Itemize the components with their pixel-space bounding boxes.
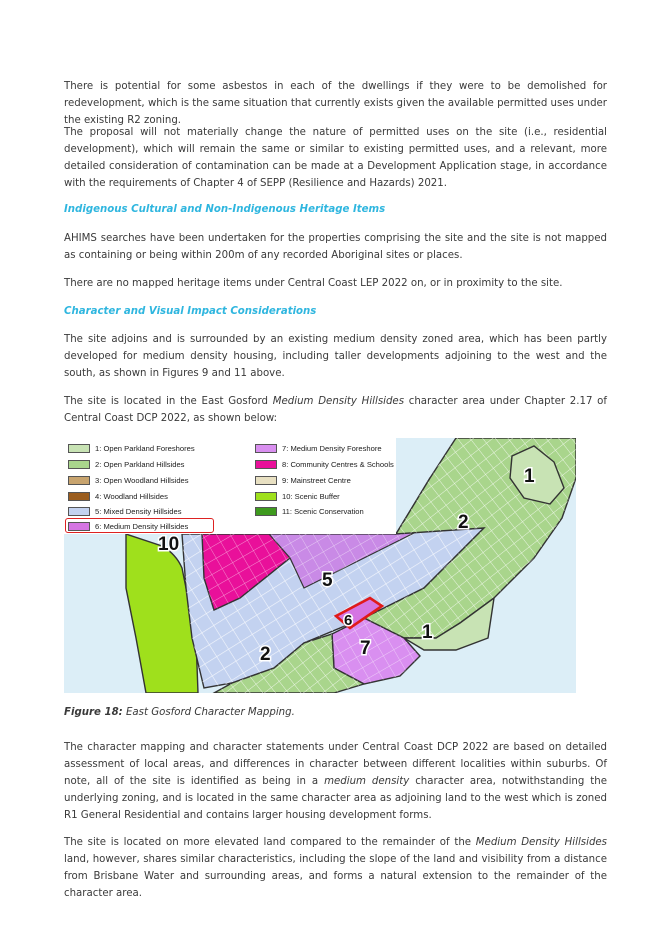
legend-swatch [255, 492, 277, 501]
text-run: The site is located on more elevated land compared to the remainder of the [64, 837, 476, 848]
emphasis-text: Medium Density Hillsides [475, 837, 607, 848]
legend-label: 10: Scenic Buffer [282, 491, 340, 501]
paragraph-site-adjoins: The site adjoins and is surrounded by an existing medium density zoned area, which has been partly developed for medium density housing, including taller developments adjoining to the west and the south, as shown in Figures 9 and 11 above. [64, 334, 607, 379]
legend-swatch [255, 444, 277, 453]
zone-label-5: 5 [322, 570, 333, 591]
zone-label-1-east: 1 [422, 622, 433, 643]
zone-label-10: 10 [158, 534, 180, 555]
legend-item [255, 442, 382, 454]
heading-heritage: Indigenous Cultural and Non-Indigenous Heritage Items [64, 204, 386, 215]
legend-item [68, 490, 168, 502]
legend-item [255, 458, 394, 470]
legend-item [68, 458, 184, 470]
text-run: character area, notwithstanding the underlying zoning, and is located in the same character area as adjoining land to the west which is zoned R1 General Residential and contains larger housing development forms. [64, 776, 608, 821]
text-run: The site is located in the East Gosford [64, 396, 273, 407]
caption-label: Figure 18: [64, 707, 123, 718]
legend-swatch [68, 444, 90, 453]
zone-label-6: 6 [344, 612, 353, 629]
legend-swatch [255, 476, 277, 485]
legend-label: 3: Open Woodland Hillsides [95, 475, 189, 485]
paragraph-asbestos: There is potential for some asbestos in each of the dwellings if they were to be demolished for redevelopment, which is the same situation that currently exists given the available permitted uses under the existing R2 zoning. [64, 81, 607, 126]
character-map-figure [64, 438, 576, 693]
legend-item [68, 474, 189, 486]
text-run: The character mapping and character statements under Central Coast DCP 2022 are based on detailed assessment of local areas, and differences in character between different localities within suburbs. Of note, all of the site is identified as being in a [64, 742, 607, 787]
paragraph-elevated-land [64, 834, 607, 902]
legend-swatch [255, 460, 277, 469]
caption-text: East Gosford Character Mapping. [122, 707, 295, 718]
text-run: land, however, shares similar characteristics, including the slope of the land and visibility from a distance from Brisbane Water and surrounding areas, and forms a natural extension to the remainder of the character area. [64, 854, 607, 899]
paragraph-character-area [64, 393, 607, 427]
legend-item [255, 505, 364, 517]
emphasis-text: medium density [324, 776, 410, 787]
legend-label: 8: Community Centres & Schools [282, 459, 394, 469]
legend-swatch [68, 492, 90, 501]
map-legend [64, 438, 396, 534]
zone-label-2-north: 2 [458, 512, 469, 533]
zone-label-7: 7 [360, 638, 371, 659]
legend-swatch [255, 507, 277, 516]
legend-label: 4: Woodland Hillsides [95, 491, 168, 501]
paragraph-heritage-items: There are no mapped heritage items under Central Coast LEP 2022 on, or in proximity to the site. [64, 278, 563, 289]
legend-item [68, 442, 195, 454]
zone-label-2-south: 2 [260, 644, 271, 665]
legend-label: 9: Mainstreet Centre [282, 475, 351, 485]
legend-item [255, 474, 351, 486]
text-run: character area under Chapter 2.17 of Central Coast DCP 2022, as shown below: [64, 396, 608, 424]
legend-label: 7: Medium Density Foreshore [282, 443, 382, 453]
legend-swatch [68, 460, 90, 469]
legend-label: 6: Medium Density Hillsides [95, 521, 189, 531]
legend-highlight [65, 518, 214, 533]
heading-character: Character and Visual Impact Considerations [64, 306, 317, 317]
legend-item [255, 490, 340, 502]
paragraph-permitted-uses: The proposal will not materially change the nature of permitted uses on the site (i.e., residential development), which will remain the same or similar to existing permitted uses, and a relevant, more detailed consideration of contamination can be made at a Development Application stage, in accordance with the requirements of Chapter 4 of SEPP (Resilience and Hazards) 2021. [64, 127, 607, 189]
legend-item [68, 505, 182, 517]
legend-swatch [68, 476, 90, 485]
paragraph-ahims: AHIMS searches have been undertaken for the properties comprising the site and the site is not mapped as containing or being within 200m of any recorded Aboriginal sites or places. [64, 233, 607, 261]
emphasis-text: Medium Density Hillsides [272, 396, 405, 407]
legend-swatch [68, 507, 90, 516]
figure-caption [64, 705, 295, 720]
zone-label-1-north: 1 [524, 466, 535, 487]
legend-label: 2: Open Parkland Hillsides [95, 459, 185, 469]
paragraph-character-mapping [64, 739, 607, 824]
legend-label: 11: Scenic Conservation [282, 506, 364, 516]
legend-label: 1: Open Parkland Foreshores [95, 443, 195, 453]
legend-label: 5: Mixed Density Hillsides [95, 506, 182, 516]
